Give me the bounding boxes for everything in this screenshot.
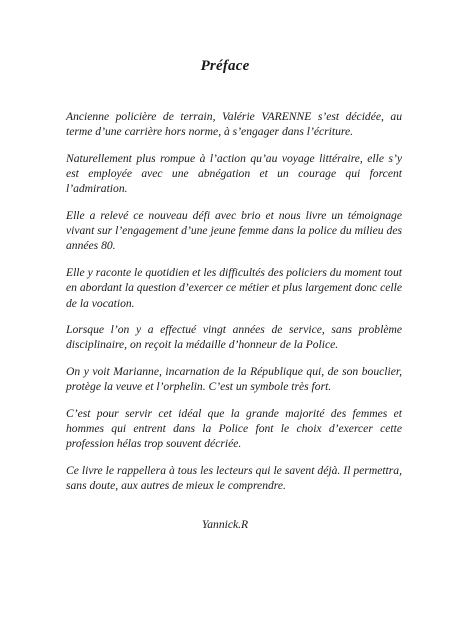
preface-body [66, 109, 402, 505]
paragraph-3: Elle a relevé ce nouveau défi avec brio et nous livre un témoignage vivant sur l’engagement d’une jeune femme dans la police du milieu des années 80. [66, 209, 402, 253]
paragraph-1: Ancienne policière de terrain, Valérie VARENNE s’est décidée, au terme d’une carrière hors norme, à s’engager dans l’écriture. [66, 110, 402, 139]
paragraph-5: Lorsque l’on y a effectué vingt années de service, sans problème disciplinaire, on reçoit la médaille d’honneur de la Police. [66, 323, 402, 352]
paragraph-6: On y voit Marianne, incarnation de la République qui, de son bouclier, protège la veuve et l’orphelin. C’est un symbole très fort. [66, 365, 402, 394]
paragraph-2: Naturellement plus rompue à l’action qu’au voyage littéraire, elle s’y est employée avec une abnégation et un courage qui forcent l’admiration. [66, 151, 402, 196]
page-title: Préface [200, 58, 250, 74]
paragraph-4: Elle y raconte le quotidien et les difficultés des policiers du moment tout en abordant la question d’exercer ce métier et plus largement donc celle de la vocation. [66, 266, 402, 310]
paragraph-8: Ce livre le rappellera à tous les lecteurs qui le savent déjà. Il permettra, sans doute, aux autres de mieux le comprendre. [66, 464, 402, 493]
signature: Yannick.R [201, 518, 249, 531]
paragraph-7: C’est pour servir cet idéal que la grande majorité des femmes et hommes qui entrent dans la Police font le choix d’exercer cette profession hélas trop souvent décriée. [66, 407, 402, 451]
